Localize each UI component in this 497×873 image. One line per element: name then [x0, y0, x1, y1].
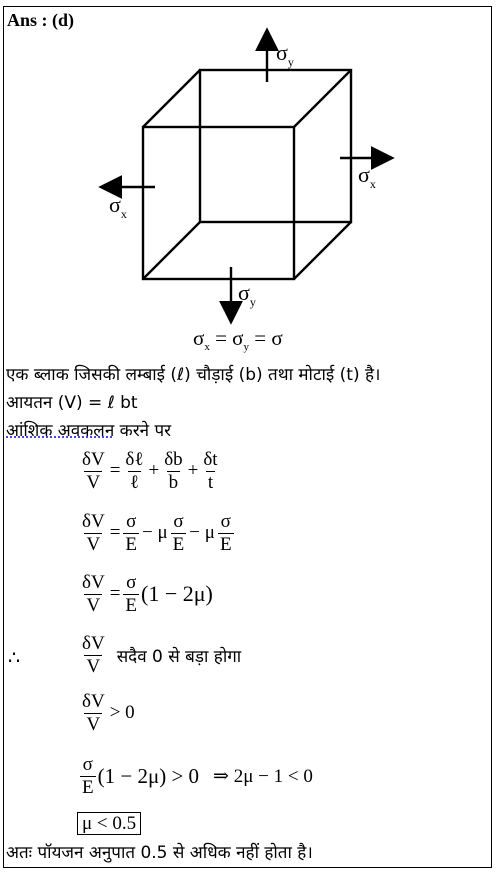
label-sigma-y-bottom: σ: [238, 280, 250, 305]
label-sigma-x-right-sub: x: [369, 177, 376, 191]
svg-text:σx: [358, 162, 376, 191]
label-sigma-x-left: σ: [109, 192, 121, 217]
equation-2: $\frac{\delta V}{V}$ = $\frac{\sigma}{E}$ − μ $\frac{\sigma}{E}$ − μ $\frac{\sigma}{E}$: [82, 511, 232, 555]
therefore-symbol: ∴: [8, 648, 21, 669]
equation-6: $\frac{\sigma}{E}$ (1 − 2μ) > 0 ⇒ 2μ − 1 < 0: [82, 754, 313, 798]
result-box: μ < 0.5: [77, 813, 141, 835]
equation-5: $\frac{\delta V}{V}$ > 0: [82, 691, 135, 735]
equation-4: $\frac{\delta V}{V}$ सदैव 0 से बड़ा होगा: [82, 633, 242, 677]
text-line-1: एक ब्लाक जिसकी लम्बाई (ℓ) चौड़ाई (b) तथा मोटाई (t) है।: [6, 365, 381, 385]
equation-1: $\frac{\delta V}{V}$ = $\frac{\text{δℓ}}{\text{ℓ}}$ + $\frac{\delta b}{b}$ + $\frac{\delta t}{t}$: [82, 449, 218, 493]
answer-label: Ans : (d): [7, 10, 75, 30]
label-sigma-y-top-sub: y: [287, 55, 294, 69]
cube-diagram: [0, 20, 497, 340]
stress-condition: $\sigma_x = \sigma_y = \sigma$: [193, 326, 283, 354]
svg-text:σy: [276, 40, 294, 69]
text-line-2: आयतन (V) = ℓ bt: [6, 393, 138, 413]
label-sigma-y-bottom-sub: y: [249, 295, 256, 309]
label-sigma-x-right: σ: [358, 162, 370, 187]
equation-3: $\frac{\delta V}{V}$ = $\frac{\sigma}{E}$ (1 − 2μ): [82, 572, 213, 616]
svg-text:σy: [238, 280, 256, 309]
conclusion-text: अतः पॉयजन अनुपात 0.5 से अधिक नहीं होता है।: [6, 843, 313, 863]
underlined-term: आंशिक अवकलन: [6, 421, 115, 441]
always-greater-text: सदैव 0 से बड़ा होगा: [116, 646, 242, 667]
label-sigma-x-left-sub: x: [120, 207, 127, 221]
label-sigma-y-top: σ: [276, 40, 288, 65]
svg-text:σx: [109, 192, 127, 221]
text-line-3: आंशिक अवकलन करने पर: [6, 421, 172, 441]
